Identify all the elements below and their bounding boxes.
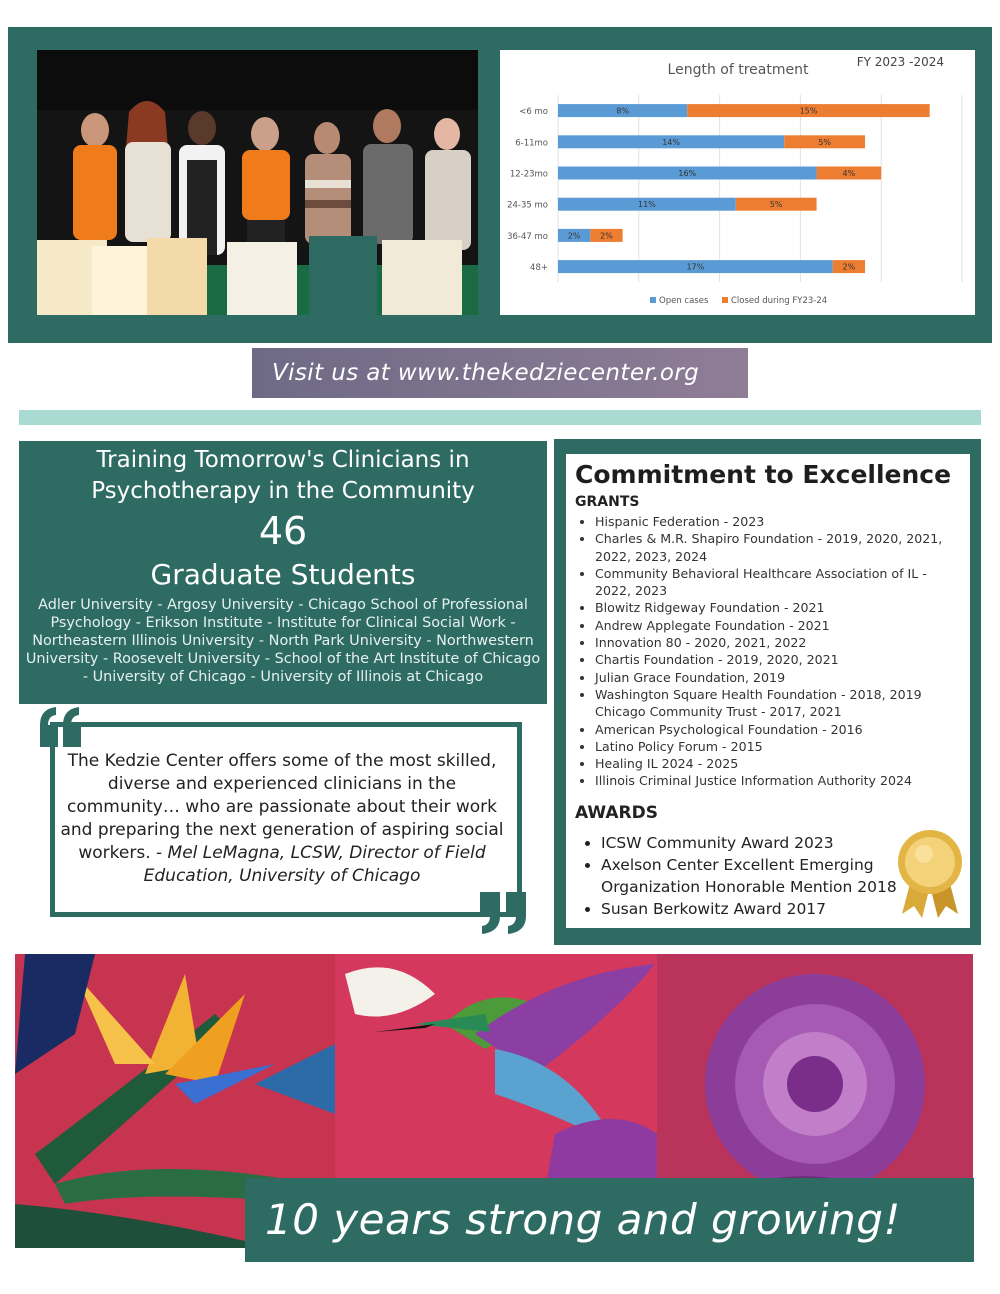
section-divider	[19, 410, 981, 425]
grant-item: • Blowitz Ridgeway Foundation - 2021	[595, 599, 955, 616]
chart-legend-label: Open cases	[659, 296, 709, 306]
chart-category-label: <6 mo	[519, 107, 548, 118]
chart-data-label: 2%	[600, 231, 613, 241]
grant-item: • Andrew Applegate Foundation - 2021	[595, 617, 955, 634]
grants-heading: GRANTS	[575, 494, 640, 510]
grant-item: • Julian Grace Foundation, 2019	[595, 669, 955, 686]
grants-list	[575, 513, 955, 790]
chart-category-label: 24-35 mo	[507, 200, 548, 211]
award-item: • Susan Berkowitz Award 2017	[601, 898, 931, 920]
training-title	[19, 445, 547, 507]
award-item: • ICSW Community Award 2023	[601, 832, 931, 854]
grant-item: • Community Behavioral Healthcare Association of IL - 2022, 2023	[595, 565, 955, 600]
award-item: • Axelson Center Excellent Emerging Organization Honorable Mention 2018	[601, 854, 931, 898]
chart-data-label: 17%	[686, 262, 705, 272]
chart-data-label: 2%	[842, 262, 856, 272]
anniversary-banner: 10 years strong and growing!	[245, 1178, 974, 1262]
chart-data-label: 14%	[662, 137, 681, 147]
chart-data-label: 11%	[637, 200, 656, 210]
graduate-students-label: Graduate Students	[150, 558, 416, 591]
awards-heading: AWARDS	[575, 803, 658, 823]
testimonial-quote	[60, 750, 504, 888]
chart-legend-swatch	[650, 297, 656, 303]
training-title-line1: Training Tomorrow's Clinicians in	[96, 447, 470, 473]
chart-data-label: 16%	[678, 169, 697, 178]
grant-item: • Innovation 80 - 2020, 2021, 2022	[595, 634, 955, 651]
excellence-title: Commitment to Excellence	[575, 460, 952, 489]
chart-category-label: 6-11mo	[515, 138, 548, 149]
chart-title: Length of treatment	[667, 62, 809, 78]
chart-category-label: 36-47 mo	[507, 231, 548, 242]
chart-data-label: 5%	[818, 137, 831, 147]
chart-legend-swatch	[722, 297, 728, 303]
chart-data-label: 4%	[842, 169, 856, 178]
chart-svg	[500, 50, 975, 315]
chart-grid	[558, 95, 962, 282]
grant-item: • Illinois Criminal Justice Information Authority 2024	[595, 772, 955, 789]
training-title-line2: Psychotherapy in the Community	[91, 478, 475, 504]
length-of-treatment-chart	[500, 50, 975, 315]
grant-item: • American Psychological Foundation - 2016	[595, 721, 955, 738]
universities-list: Adler University - Argosy University - Chicago School of Professional Psychology - Erikson Institute - Institute for Clinical Social Work - Northeastern Illinois University - North Park University - Northwestern University - Roosevelt University - School of the Art Institute of Chicago - University of Chicago - University of Illinois at Chicago	[25, 597, 541, 685]
close-quote-icon	[476, 888, 532, 936]
grant-item: • Chartis Foundation - 2019, 2020, 2021	[595, 651, 955, 668]
chart-data-label: 15%	[799, 106, 818, 116]
chart-legend	[650, 296, 827, 306]
chart-legend-label: Closed during FY23-24	[731, 296, 828, 306]
award-medal-icon	[894, 826, 966, 920]
chart-data-label: 2%	[567, 231, 581, 241]
open-quote-icon	[38, 705, 84, 749]
quote-body: The Kedzie Center offers some of the most skilled, diverse and experienced clinicians in the community… who are passionate about their work and preparing the next generation of aspiring social workers. -	[60, 751, 504, 863]
grant-item: • Hispanic Federation - 2023	[595, 513, 955, 530]
chart-data-label: 8%	[616, 106, 629, 116]
staff-photo	[37, 50, 478, 315]
chart-subtitle: FY 2023 -2024	[856, 55, 944, 69]
quote-attribution: Mel LeMagna, LCSW, Director of Field Education, University of Chicago	[143, 843, 486, 886]
grant-item: • Washington Square Health Foundation - 2018, 2019 Chicago Community Trust - 2017, 2021	[595, 686, 955, 721]
training-panel	[19, 441, 547, 704]
chart-category-label: 12-23mo	[509, 169, 548, 180]
graduate-student-count: 46	[258, 509, 308, 553]
grant-item: • Charles & M.R. Shapiro Foundation - 2019, 2020, 2021, 2022, 2023, 2024	[595, 530, 955, 565]
grant-item: • Latino Policy Forum - 2015	[595, 738, 955, 755]
chart-category-label: 48+	[530, 263, 548, 274]
website-banner[interactable]: Visit us at www.thekedziecenter.org	[252, 348, 748, 398]
grant-item: • Healing IL 2024 - 2025	[595, 755, 955, 772]
chart-data-label: 5%	[769, 200, 783, 210]
chart-bars	[507, 104, 930, 273]
awards-list	[581, 832, 931, 920]
